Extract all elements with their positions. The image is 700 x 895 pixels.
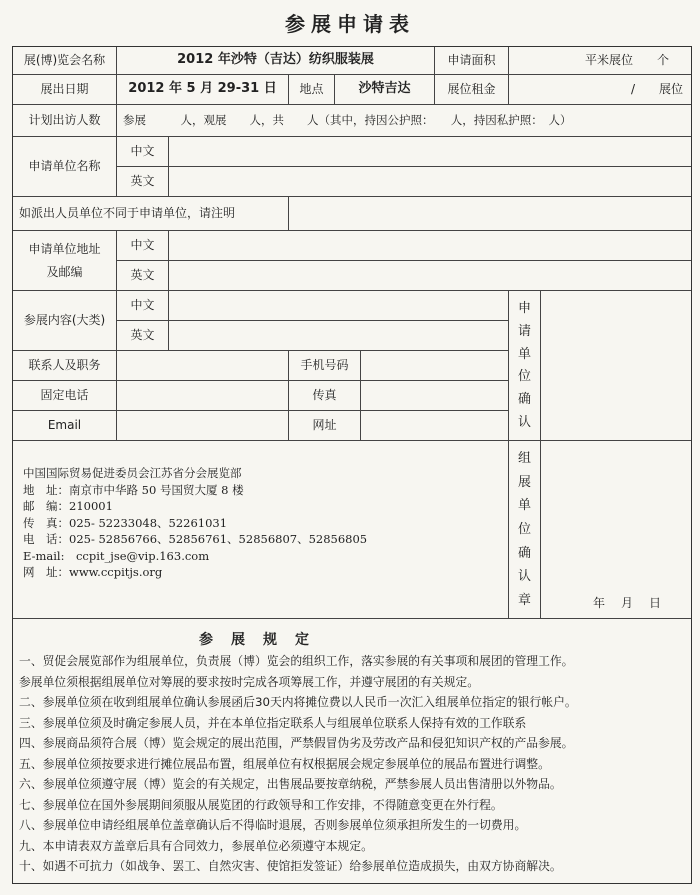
contact-person-label: 联系人及职务 xyxy=(13,351,117,381)
email-label: Email xyxy=(13,411,117,441)
regulation-item: 一、贸促会展览部作为组展单位，负责展（博）览会的组织工作，落实参展的有关事项和展团的管理工作。 xyxy=(19,654,574,668)
dispatch-unit-label: 如派出人员单位不同于申请单位，请注明 xyxy=(13,197,289,231)
exhibition-name-value: 2012 年沙特（吉达）纺织服装展 xyxy=(117,47,435,75)
regulations-list xyxy=(19,651,687,877)
applicant-confirm-char: 请 xyxy=(517,323,531,339)
applicant-confirm-char: 位 xyxy=(517,369,531,385)
content-en-field[interactable] xyxy=(169,321,509,351)
exhibit-content-label: 参展内容(大类) xyxy=(13,291,117,351)
organizer-confirm-char: 展 xyxy=(517,474,531,490)
place-value: 沙特吉达 xyxy=(335,75,435,105)
organizer-info-line: E-mail: ccpit_jse@vip.163.com xyxy=(23,548,210,563)
organizer-info-line: 中国国际贸易促进委员会江苏省分会展览部 xyxy=(23,466,242,480)
email-field[interactable] xyxy=(117,411,289,441)
visitors-count-label: 计划出访人数 xyxy=(13,105,117,137)
address-cn-field[interactable] xyxy=(169,231,691,261)
applicant-confirm-char: 确 xyxy=(517,392,531,408)
regulation-item: 参展单位须根据组展单位对筹展的要求按时完成各项筹展工作，并遵守展团的有关规定。 xyxy=(19,674,480,689)
organizer-info-line: 传 真：025- 52233048、52261031 xyxy=(23,515,228,530)
organizer-info-line: 电 话：025- 52856766、52856761、52856807、52856805 xyxy=(23,532,368,546)
applicant-name-en-label: 英文 xyxy=(117,167,169,197)
dispatch-unit-field[interactable] xyxy=(289,197,691,231)
exhibition-date-value: 2012 年 5 月 29-31 日 xyxy=(117,75,289,105)
applicant-confirm-char: 申 xyxy=(517,300,531,316)
organizer-contact-info xyxy=(23,465,367,581)
organizer-info-line: 邮 编：210001 xyxy=(23,499,113,513)
address-cn-label: 中文 xyxy=(117,231,169,261)
applicant-confirm-label xyxy=(509,291,541,441)
applicant-confirm-char: 单 xyxy=(517,346,531,362)
regulation-item: 四、参展商品须符合展（博）览会规定的展出范围，严禁假冒伪劣及劳改产品和侵犯知识产权的产品参展。 xyxy=(19,736,574,750)
applicant-name-en-field[interactable] xyxy=(169,167,691,197)
regulations-title: 参展规定 xyxy=(199,632,327,648)
organizer-info-line: 地 址：南京市中华路 50 号国贸大厦 8 楼 xyxy=(23,482,244,497)
organizer-confirm-field[interactable] xyxy=(541,441,691,619)
mobile-field[interactable] xyxy=(361,351,509,381)
organizer-confirm-char: 单 xyxy=(517,498,531,514)
regulation-item: 八、参展单位申请经组展单位盖章确认后不得临时退展，否则参展单位须承担所发生的一切费用。 xyxy=(19,818,527,832)
regulation-item: 五、参展单位须按要求进行摊位展品布置，组展单位有权根据展会规定参展单位的展品布置进行调整。 xyxy=(19,756,550,771)
address-label-line1: 申请单位地址 xyxy=(28,241,101,256)
regulation-item: 二、参展单位须在收到组展单位确认参展函后30天内将摊位费以人民币一次汇入组展单位指定的银行帐户。 xyxy=(19,695,577,709)
regulation-item: 三、参展单位须及时确定参展人员，并在本单位指定联系人与组展单位联系人保持有效的工作联系 xyxy=(19,715,527,730)
address-en-label: 英文 xyxy=(117,261,169,291)
regulation-item: 十、如遇不可抗力（如战争、罢工、自然灾害、使馆拒发签证）给参展单位造成损失，由双方协商解决。 xyxy=(19,859,562,873)
confirm-date: 年 月 日 xyxy=(593,596,664,610)
visitors-count-value[interactable]: 参展 人，观展 人，共 人（其中，持因公护照： 人，持因私护照： 人） xyxy=(117,105,691,137)
content-cn-field[interactable] xyxy=(169,291,509,321)
applicant-confirm-field[interactable] xyxy=(541,291,691,441)
organizer-confirm-char: 确 xyxy=(517,545,531,561)
applicant-confirm-char: 认 xyxy=(517,415,531,431)
address-label xyxy=(13,231,117,291)
website-field[interactable] xyxy=(361,411,509,441)
form-title: 参展申请表 xyxy=(285,12,415,36)
applicant-name-label: 申请单位名称 xyxy=(13,137,117,197)
applicant-name-cn-label: 中文 xyxy=(117,137,169,167)
regulation-item: 七、参展单位在国外参展期间须服从展览团的行政领导和工作安排，不得随意变更在外行程。 xyxy=(19,797,503,812)
booth-rent-label: 展位租金 xyxy=(435,75,509,105)
regulation-item: 六、参展单位须遵守展（博）览会的有关规定，出售展品要按章纳税，严禁参展人员出售清册以外物品。 xyxy=(19,777,562,791)
address-en-field[interactable] xyxy=(169,261,691,291)
website-label: 网址 xyxy=(289,411,361,441)
place-label: 地点 xyxy=(289,75,335,105)
regulation-item: 九、本申请表双方盖章后具有合同效力，参展单位必须遵守本规定。 xyxy=(19,838,373,853)
exhibition-date-label: 展出日期 xyxy=(13,75,117,105)
area-label: 申请面积 xyxy=(435,47,509,75)
organizer-info-line: 网 址：www.ccpitjs.org xyxy=(23,565,163,579)
applicant-name-cn-field[interactable] xyxy=(169,137,691,167)
booth-rent-value[interactable]: / 展位 xyxy=(509,75,691,105)
mobile-label: 手机号码 xyxy=(289,351,361,381)
fax-label: 传真 xyxy=(289,381,361,411)
content-cn-label: 中文 xyxy=(117,291,169,321)
application-form xyxy=(12,46,692,884)
organizer-confirm-char: 章 xyxy=(517,592,531,608)
area-value[interactable]: 平米展位 个 xyxy=(509,47,691,75)
organizer-confirm-char: 认 xyxy=(517,569,531,585)
phone-field[interactable] xyxy=(117,381,289,411)
address-label-line2: 及邮编 xyxy=(46,264,83,279)
contact-person-field[interactable] xyxy=(117,351,289,381)
fax-field[interactable] xyxy=(361,381,509,411)
content-en-label: 英文 xyxy=(117,321,169,351)
exhibition-name-label: 展(博)览会名称 xyxy=(13,47,117,75)
organizer-confirm-label xyxy=(509,441,541,619)
organizer-confirm-char: 位 xyxy=(517,521,531,537)
organizer-confirm-char: 组 xyxy=(517,451,531,467)
phone-label: 固定电话 xyxy=(13,381,117,411)
